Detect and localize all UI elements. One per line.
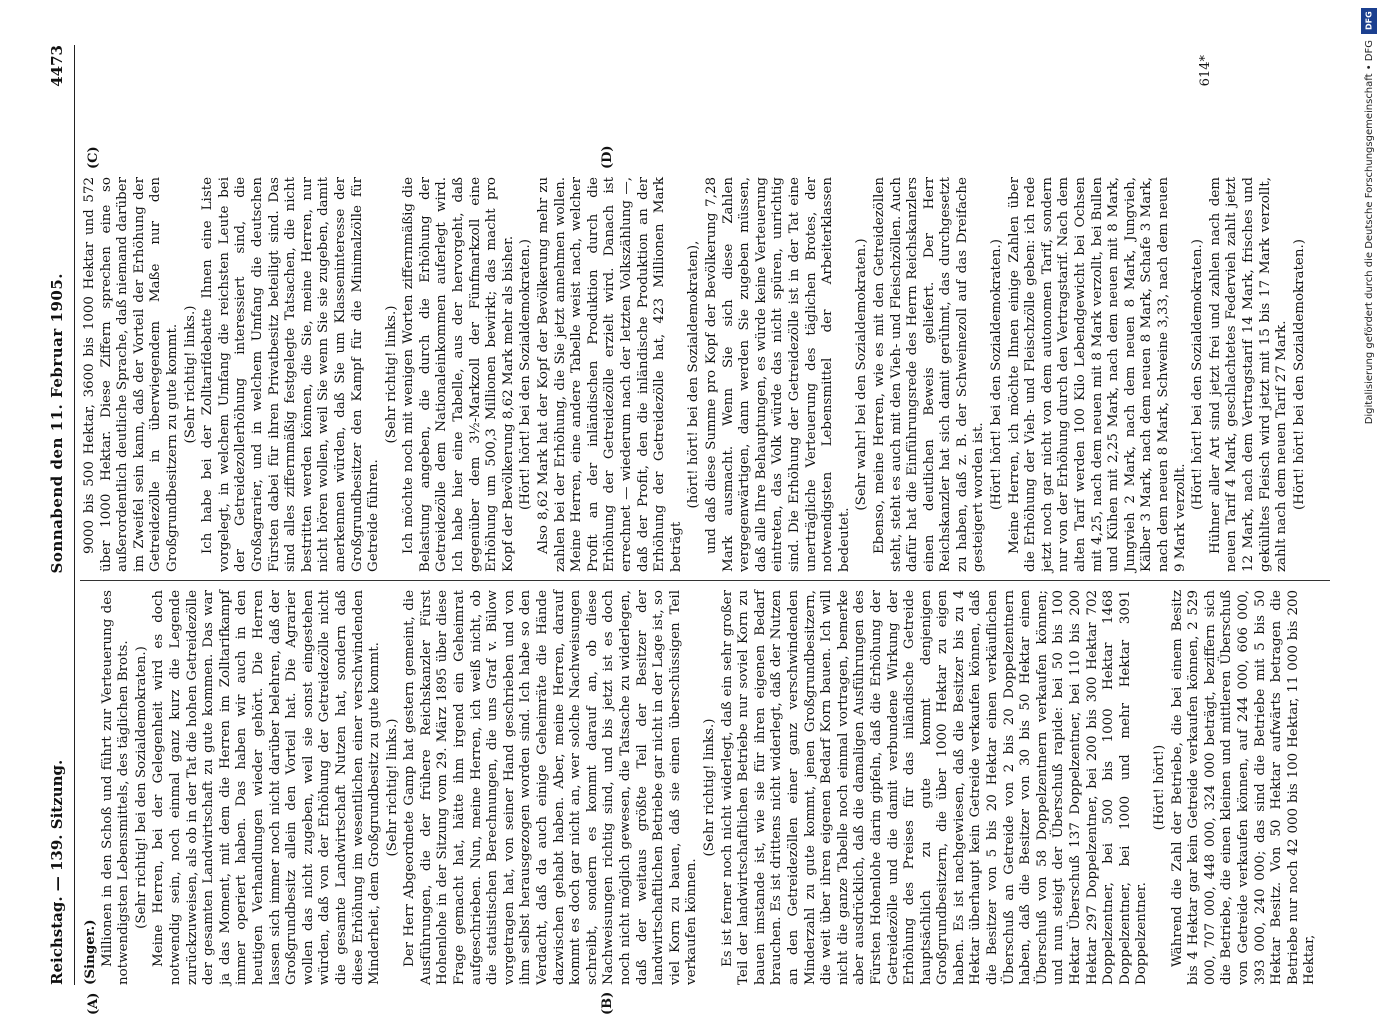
- paragraph: (Hört! hört! bei den Sozialdemokraten.): [1291, 239, 1307, 510]
- column-right: [82, 177, 1309, 572]
- paragraph: (Sehr wahr! bei den Sozialdemokraten.): [854, 238, 870, 511]
- header-date: Sonnabend den 11. Februar 1905.: [48, 273, 66, 574]
- page-number: 4473: [48, 45, 66, 87]
- paragraph: (Sehr richtig! bei den Sozialdemokraten.): [133, 646, 149, 929]
- dfg-credit-text: Digitalisierung gefördert durch die Deutsche Forschungsgemeinschaft • DFG: [1364, 40, 1375, 425]
- margin-marker-a: (A): [86, 992, 101, 1015]
- paragraph: (Hört! hört! bei den Sozialdemokraten.): [1190, 239, 1206, 510]
- dfg-logo: DFG: [1361, 8, 1377, 34]
- paragraph: Der Herr Abgeordnete Gamp hat gestern gemeint, die Ausführungen, die der frühere Reichskanzler Fürst Hohenlohe in der Sitzung vom 29. März 1895 über diese Frage gemacht hat, hätte ihm irgend ein Geheimrat aufgeschrieben. Nun, meine Herren, ich weiß nicht, ob die statistischen Berechnungen, die uns Graf v. Bülow vorgetragen hat, von seiner Hand geschrieben und von ihm selbst herausgezogen worden sind. Ich habe so den Verdacht, daß da auch einige Geheimräte die Hände dazwischen gehabt haben. Aber, meine Herren, darauf kommt es doch gar nicht an, wer solche Nachweisungen schreibt, sondern es kommt darauf an, ob diese Nachweisungen richtig sind, und bis jetzt ist es doch noch nicht möglich gewesen, die Tatsache zu widerlegen, daß der weitaus größte Teil der Besitzer der landwirtschaftlichen Betriebe gar nicht in der Lage ist, so viel Korn zu bauen, daß sie einen überschüssigen Teil verkaufen können.: [402, 590, 700, 985]
- signature-mark: 614*: [1198, 55, 1213, 87]
- margin-marker-b: (B): [600, 991, 615, 1015]
- page-header: [40, 45, 75, 985]
- paragraph: Meine Herren, bei der Gelegenheit wird es doch notwendig sein, noch einmal ganz kurz die Legende zurückzuweisen, als ob in der Tat die hohen Getreidezölle der gesamten Landwirtschaft zu gute kommen. Das war ja das Moment, mit dem die Herren im Zolltarifkampf immer operiert haben. Das haben wir auch in den heutigen Verhandlungen wieder gehört. Die Herren lassen sich immer noch nicht darüber belehren, daß der Großgrundbesitz allein den Vorteil hat. Die Agrarier wollen das nicht zugeben, weil sie sonst eingestehen würden, daß von der Erhöhung der Getreidezölle nicht die gesamte Landwirtschaft Nutzen hat, sondern daß diese Erhöhung im wesentlichen einer verschwindenden Minderheit, dem Großgrundbesitz zu gute kommt.: [151, 590, 383, 985]
- rotated-sheet: [40, 45, 1340, 1015]
- speaker-label: (Singer.): [82, 919, 98, 985]
- dfg-sidebar: [1361, 8, 1377, 988]
- paragraph: Millionen in den Schoß und führt zur Verteuerung des notwendigsten Lebensmittels, des täglichen Brots.: [99, 590, 132, 985]
- paragraph: und daß diese Summe pro Kopf der Bevölkerung 7,28 Mark ausmacht. Wenn Sie sich diese Zahlen vergegenwärtigen, dann werden Sie zugeben müssen, daß alle Ihre Behauptungen, es würde keine Verteuerung eintreten, das Volk würde das nicht spüren, unrichtig sind. Die Erhöhung der Getreidezölle ist in der Tat eine unerträgliche Verteuerung des täglichen Brotes, der notwendigsten Lebensmittel der Arbeiterklassen bedeutet.: [703, 177, 852, 572]
- paragraph: (Hört! hört! bei den Sozialdemokraten.): [518, 239, 534, 510]
- paragraph: (hört! hört! bei den Sozialdemokraten),: [686, 240, 702, 509]
- paragraph: Meine Herren, ich möchte Ihnen einige Zahlen über die Erhöhung der Vieh- und Fleischzölle geben: ich rede jetzt noch gar nicht von dem autonomen Tarif, sondern nur von der Erhöhung durch den Vertragstarif. Nach dem alten Tarif werden 100 Kilo Lebendgewicht bei Ochsen mit 4,25, nach dem neuen mit 8 Mark verzollt, bei Bullen und Kühen mit 2,25 Mark, nach dem neuen mit 8 Mark, Jungvieh 2 Mark, nach dem neuen 8 Mark, Jungvieh, Kälber 3 Mark, nach dem neuen 8 Mark, Schafe 3 Mark, nach dem neuen 8 Mark, Schweine 3,33, nach dem neuen 9 Mark verzollt.: [1006, 177, 1188, 572]
- paragraph: (Sehr richtig! links.): [383, 305, 399, 444]
- paragraph: Es ist ferner noch nicht widerlegt, daß ein sehr großer Teil der landwirtschaftlichen Betriebe nur soviel Korn zu bauen imstande ist, wie sie für ihren eigenen Bedarf brauchen. Es ist drittens nicht widerlegt, daß der Nutzen an den Getreidezöllen einer ganz verschwindenden Minderzahl zu gute kommt, jenen Großgrundbesitzern, die weit über ihren eigenen Bedarf Korn bauen. Ich will nicht die ganze Tabelle noch einmal vortragen, bemerke aber ausdrücklich, daß die damaligen Ausführungen des Fürsten Hohenlohe darin gipfeln, daß die Erhöhung der Getreidezölle und die damit verbundene Wirkung der Erhöhung des Preises für das inländische Getreide hauptsächlich zu gute kommt denjenigen Großgrundbesitzern, die über 1000 Hektar zu eigen haben. Es ist nachgewiesen, daß die Besitzer bis zu 4 Hektar überhaupt kein Getreide verkaufen können, daß die Besitzer von 5 bis 20 Hektar einen verkäuflichen Überschuß an Getreide von 2 bis 20 Doppelzentnern haben, daß die Besitzer von 30 bis 50 Hektar einen Überschuß von 58 Doppelzentnern verkaufen können; und nun steigt der Überschuß rapide: bei 50 bis 100 Hektar Überschuß 137 Doppelzentner, bei 110 bis 200 Hektar 297 Doppelzentner, bei 200 bis 300 Hektar 702 Doppelzentner, bei 500 bis 1000 Hektar 1468 Doppelzentner, bei 1000 und mehr Hektar 3091 Doppelzentner.: [719, 590, 1150, 985]
- paragraph: (Hört! hört!): [1152, 744, 1167, 831]
- paragraph: (Sehr richtig! links.): [182, 305, 198, 444]
- paragraph: Ebenso, meine Herren, wie es mit den Getreidezöllen steht, steht es auch mit den Vieh- und Fleischzöllen. Auch dafür hat die Einführungsrede des Herrn Reichskanzlers einen deutlichen Beweis geliefert. Der Herr Reichskanzler hat sich damit gerühmt, das durchgesetzt zu haben, daß z. B. der Schweinezoll auf das Dreifache gesteigert worden ist.: [871, 177, 987, 572]
- paragraph: Ich möchte noch mit wenigen Worten ziffernmäßig die Belastung angeben, die durch die Erhöhung der Getreidezölle dem Nationaleinkommen auferlegt wird. Ich habe hier eine Tabelle, aus der hervorgeht, daß gegenüber dem 3½-Markzoll der Fünfmarkzoll eine Erhöhung um 500,3 Millionen bewirkt; das macht pro Kopf der Bevölkerung 8,62 Mark mehr als bisher.: [401, 177, 516, 572]
- paragraph: 9000 bis 500 Hektar, 3600 bis 1000 Hektar und 572 über 1000 Hektar. Diese Ziffern sprechen eine so außerordentlich deutliche Sprache, daß niemand darüber im Zweifel sein kann, daß der Vorteil der Erhöhung der Getreidezölle in überwiegendem Maße nur den Großgrundbesitzern zu gute kommt.: [82, 177, 180, 572]
- paragraph: (Sehr richtig! links.): [384, 718, 400, 857]
- paragraph: Während die Zahl der Betriebe, die bei einem Besitz bis 4 Hektar gar kein Getreide verkaufen können, 2 529 000, 707 000, 448 000, 324 000 beträgt, beziffern sich die Betriebe, die einen kleinen und mittleren Überschuß von Getreide verkaufen können, auf 244 000, 606 000, 393 000, 240 000; das sind die Betriebe mit 5 bis 50 Hektar Besitz. Von 50 Hektar aufwärts betragen die Betriebe nur noch 42 000 bis 100 Hektar, 11 000 bis 200 Hektar,: [1169, 590, 1318, 985]
- margin-marker-c: (C): [86, 146, 101, 169]
- paragraph: Hühner aller Art sind jetzt frei und zahlen nach dem neuen Tarif 4 Mark, geschlachtetes Federvieh zahlt jetzt 12 Mark, nach dem Vertragstarif 14 Mark, frisches und gekühltes Fleisch wird jetzt mit 15 bis 17 Mark verzollt, zahlt nach dem neuen Tarif 27 Mark.: [1207, 177, 1290, 572]
- column-divider: [80, 580, 1330, 581]
- column-left: [82, 590, 1320, 985]
- margin-marker-d: (D): [600, 145, 615, 169]
- paragraph: (Hört! hört! bei den Sozialdemokraten.): [989, 239, 1005, 510]
- header-left: Reichstag. — 139. Sitzung.: [48, 759, 66, 985]
- paragraph: (Sehr richtig! links.): [701, 718, 717, 857]
- paragraph: Ich habe bei der Zolltarifdebatte Ihnen eine Liste vorgelegt, in welchem Umfang die reichsten Leute bei der Getreidezollerhöhung interessiert sind, die Großagrarier, und in welchem Umfang die deutschen Fürsten dabei für ihren Privatbesitz beteiligt sind. Das sind alles ziffernmäßig festgelegte Tatsachen, die nicht bestritten werden können, die Sie, meine Herren, nur nicht hören wollen, weil Sie wenn Sie sie zugeben, damit anerkennen würden, daß Sie um Klasseninteresse der Großgrundbesitzer den Kampf für die Minimalzölle für Getreide führen.: [200, 177, 382, 572]
- paragraph: Also 8,62 Mark hat der Kopf der Bevölkerung mehr zu zahlen bei der Erhöhung, die Sie jetzt annehmen wollen. Meine Herren, eine andere Tabelle weist nach, welcher Profit an der inländischen Produktion durch die Erhöhung der Getreidezölle erzielt wird. Danach ist errechnet — wiederum nach der letzten Volkszählung —, daß der Profit, den die inländische Produktion an der Erhöhung der Getreidezölle hat, 423 Millionen Mark beträgt: [536, 177, 684, 572]
